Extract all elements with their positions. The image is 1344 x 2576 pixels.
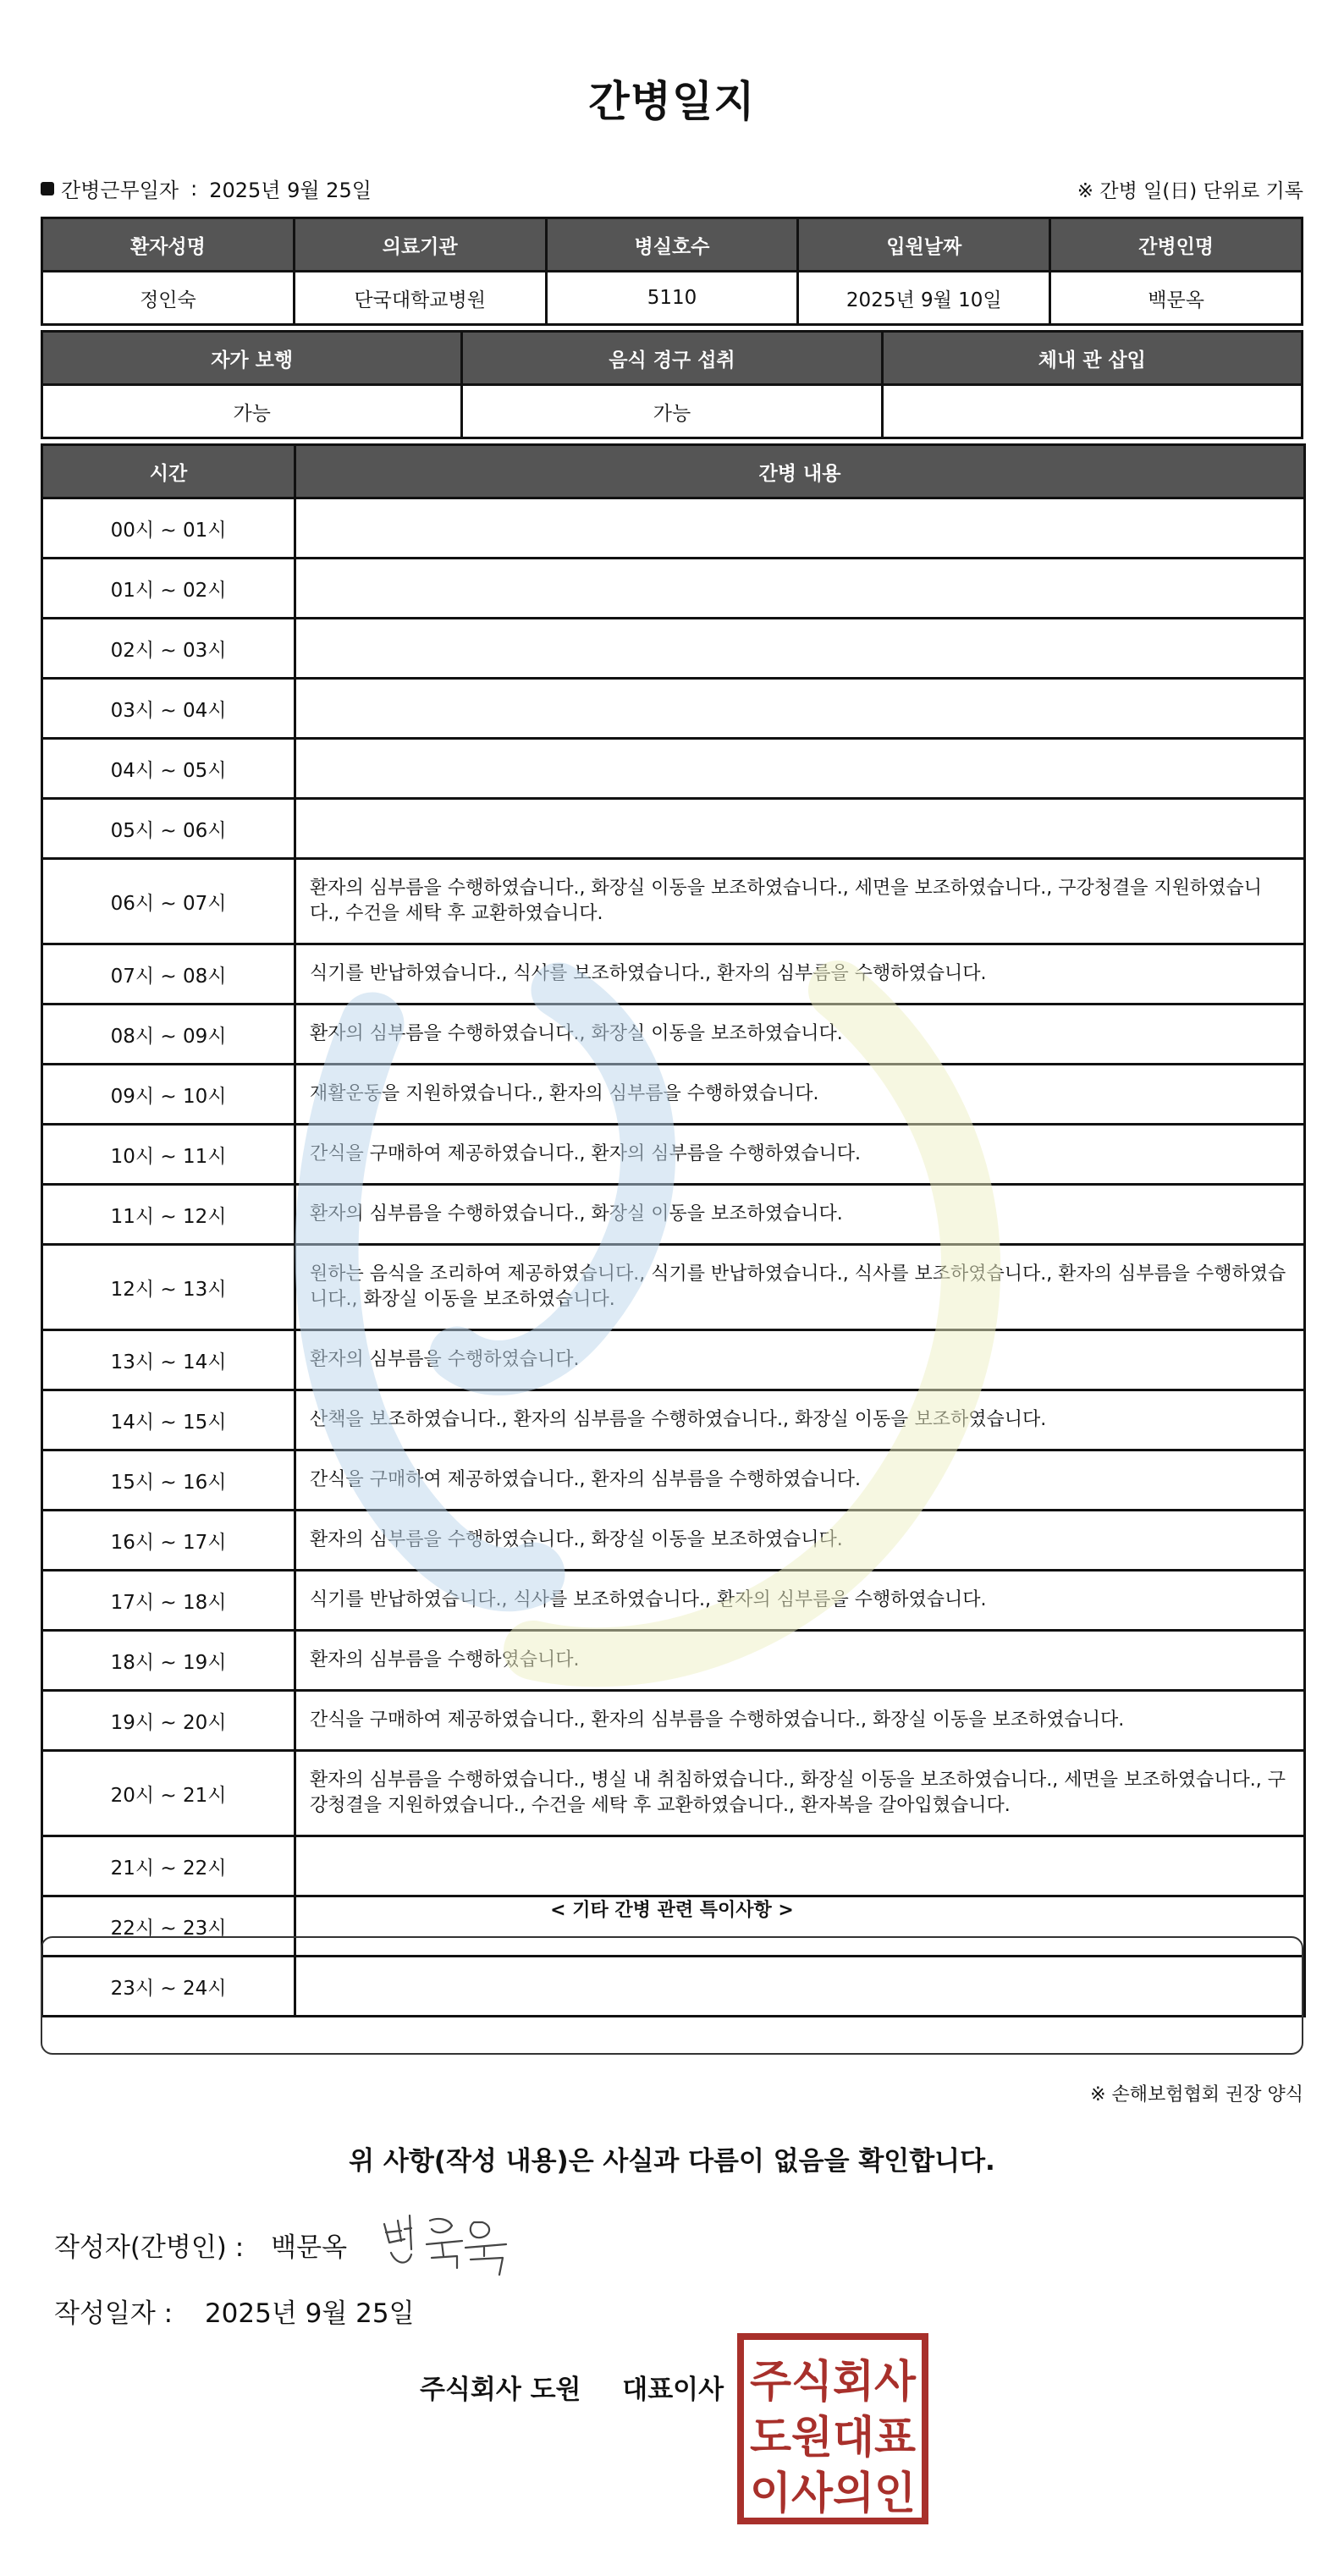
header-hospital: 의료기관: [294, 218, 546, 272]
status-value-row: [42, 385, 1303, 438]
time-slot: 22시 ~ 23시: [42, 1896, 295, 1957]
writer-line: [54, 2226, 347, 2264]
header-care-content: 간병 내용: [295, 445, 1305, 498]
schedule-row: [42, 859, 1305, 944]
company-line: [420, 2368, 724, 2406]
care-content: [295, 1836, 1305, 1896]
schedule-row: [42, 1065, 1305, 1125]
schedule-row: [42, 1005, 1305, 1065]
time-slot: 06시 ~ 07시: [42, 859, 295, 944]
time-slot: 05시 ~ 06시: [42, 799, 295, 859]
caregiver-name-value: 백문옥: [1050, 272, 1303, 325]
schedule-row: [42, 679, 1305, 739]
care-content: 재활운동을 지원하였습니다., 환자의 심부름을 수행하였습니다.: [295, 1065, 1305, 1125]
seal-line: 이사의인: [750, 2469, 916, 2519]
time-slot: 18시 ~ 19시: [42, 1631, 295, 1691]
time-slot: 11시 ~ 12시: [42, 1185, 295, 1245]
admission-date-value: 2025년 9월 10일: [798, 272, 1050, 325]
time-slot: 03시 ~ 04시: [42, 679, 295, 739]
care-content: [295, 559, 1305, 619]
work-date-label: 간병근무일자: [61, 179, 179, 202]
time-slot: 02시 ~ 03시: [42, 619, 295, 679]
care-content: 환자의 심부름을 수행하였습니다., 병실 내 취침하였습니다., 화장실 이동을 보조하였습니다., 세면을 보조하였습니다., 구강청결을 지원하였습니다., 수건을 세탁 후 교환하였습니다., 환자복을 갈아입혔습니다.: [295, 1751, 1305, 1836]
special-notes-box: [41, 1936, 1303, 2055]
care-content: [295, 799, 1305, 859]
schedule-row: [42, 1125, 1305, 1185]
oral-intake-value: 가능: [462, 385, 882, 438]
care-content: 환자의 심부름을 수행하였습니다.: [295, 1330, 1305, 1390]
work-date-line: [41, 173, 372, 203]
signature-stroke: [465, 2222, 506, 2275]
square-bullet-icon: [41, 182, 54, 195]
company-name: 주식회사 도원: [420, 2375, 581, 2405]
handwritten-signature: [379, 2205, 515, 2282]
schedule-row: [42, 1330, 1305, 1390]
tube-insertion-value: [882, 385, 1302, 438]
care-content: 간식을 구매하여 제공하였습니다., 환자의 심부름을 수행하였습니다.: [295, 1125, 1305, 1185]
notes-heading: < 기타 간병 관련 특이사항 >: [550, 1900, 794, 1921]
schedule-row: [42, 739, 1305, 799]
care-content: 식기를 반납하였습니다., 식사를 보조하였습니다., 환자의 심부름을 수행하였습니다.: [295, 944, 1305, 1005]
seal-line: 주식회사: [750, 2357, 917, 2408]
care-content: 환자의 심부름을 수행하였습니다., 화장실 이동을 보조하였습니다.: [295, 1005, 1305, 1065]
header-oral-intake: 음식 경구 섭취: [462, 332, 882, 385]
care-content: 식기를 반납하였습니다., 식사를 보조하였습니다., 환자의 심부름을 수행하였습니다.: [295, 1571, 1305, 1631]
patient-info-table: [41, 217, 1303, 326]
time-slot: 12시 ~ 13시: [42, 1245, 295, 1330]
time-slot: 04시 ~ 05시: [42, 739, 295, 799]
time-slot: 00시 ~ 01시: [42, 498, 295, 559]
header-time: 시간: [42, 445, 295, 498]
care-content: 간식을 구매하여 제공하였습니다., 환자의 심부름을 수행하였습니다.: [295, 1450, 1305, 1511]
schedule-row: [42, 1751, 1305, 1836]
schedule-row: [42, 944, 1305, 1005]
company-seal-stamp: [736, 2332, 929, 2525]
recommendation-note: ※ 손해보험협회 권장 양식: [1090, 2084, 1303, 2105]
schedule-header-row: [42, 445, 1305, 498]
signature-stroke: [384, 2215, 411, 2263]
care-content: [295, 679, 1305, 739]
care-content: 산책을 보조하였습니다., 환자의 심부름을 수행하였습니다., 화장실 이동을 보조하였습니다.: [295, 1390, 1305, 1450]
schedule-row: [42, 1511, 1305, 1571]
schedule-row: [42, 1245, 1305, 1330]
schedule-row: [42, 619, 1305, 679]
schedule-row: [42, 1185, 1305, 1245]
room-number-value: 5110: [546, 272, 798, 325]
self-walking-value: 가능: [42, 385, 462, 438]
care-content: 환자의 심부름을 수행하였습니다., 화장실 이동을 보조하였습니다.: [295, 1511, 1305, 1571]
care-content: 원하는 음식을 조리하여 제공하였습니다., 식기를 반납하였습니다., 식사를 보조하였습니다., 환자의 심부름을 수행하였습니다., 화장실 이동을 보조하였습니다.: [295, 1245, 1305, 1330]
care-schedule-table: [41, 443, 1306, 2017]
patient-name-value: 정인숙: [42, 272, 295, 325]
schedule-row: [42, 1836, 1305, 1896]
time-slot: 15시 ~ 16시: [42, 1450, 295, 1511]
time-slot: 16시 ~ 17시: [42, 1511, 295, 1571]
care-content: [295, 498, 1305, 559]
work-date-colon: :: [190, 176, 198, 201]
patient-status-table: [41, 330, 1303, 439]
schedule-row: [42, 1631, 1305, 1691]
page-title: 간병일지: [588, 77, 756, 126]
header-tube-insertion: 체내 관 삽입: [882, 332, 1302, 385]
header-room-number: 병실호수: [546, 218, 798, 272]
status-header-row: [42, 332, 1303, 385]
schedule-row: [42, 1571, 1305, 1631]
header-patient-name: 환자성명: [42, 218, 295, 272]
time-slot: 10시 ~ 11시: [42, 1125, 295, 1185]
care-content: 환자의 심부름을 수행하였습니다.: [295, 1631, 1305, 1691]
time-slot: 19시 ~ 20시: [42, 1691, 295, 1751]
time-slot: 08시 ~ 09시: [42, 1005, 295, 1065]
written-date-label: 작성일자 :: [54, 2298, 174, 2329]
written-date-line: [54, 2292, 415, 2330]
time-slot: 14시 ~ 15시: [42, 1390, 295, 1450]
header-admission-date: 입원날짜: [798, 218, 1050, 272]
company-representative: 대표이사: [622, 2375, 724, 2405]
writer-label: 작성자(간병인) :: [54, 2232, 245, 2263]
hospital-value: 단국대학교병원: [294, 272, 546, 325]
patient-header-row: [42, 218, 1303, 272]
time-slot: 13시 ~ 14시: [42, 1330, 295, 1390]
schedule-row: [42, 1691, 1305, 1751]
work-date-value: 2025년 9월 25일: [209, 179, 372, 202]
care-content: [295, 739, 1305, 799]
time-slot: 23시 ~ 24시: [42, 1957, 295, 2017]
care-content: 간식을 구매하여 제공하였습니다., 환자의 심부름을 수행하였습니다., 화장실 이동을 보조하였습니다.: [295, 1691, 1305, 1751]
time-slot: 21시 ~ 22시: [42, 1836, 295, 1896]
writer-name: 백문옥: [271, 2232, 348, 2263]
time-slot: 17시 ~ 18시: [42, 1571, 295, 1631]
confirmation-statement: 위 사항(작성 내용)은 사실과 다름이 없음을 확인합니다.: [349, 2146, 995, 2177]
written-date-value: 2025년 9월 25일: [204, 2298, 415, 2329]
unit-note: ※ 간병 일(日) 단위로 기록: [1077, 180, 1303, 202]
time-slot: 20시 ~ 21시: [42, 1751, 295, 1836]
time-slot: 07시 ~ 08시: [42, 944, 295, 1005]
schedule-row: [42, 498, 1305, 559]
care-content: [295, 619, 1305, 679]
seal-line: 도원대표: [750, 2413, 916, 2463]
time-slot: 09시 ~ 10시: [42, 1065, 295, 1125]
schedule-row: [42, 1390, 1305, 1450]
time-slot: 01시 ~ 02시: [42, 559, 295, 619]
header-caregiver-name: 간병인명: [1050, 218, 1303, 272]
header-self-walking: 자가 보행: [42, 332, 462, 385]
schedule-row: [42, 1450, 1305, 1511]
care-content: 환자의 심부름을 수행하였습니다., 화장실 이동을 보조하였습니다., 세면을 보조하였습니다., 구강청결을 지원하였습니다., 수건을 세탁 후 교환하였습니다.: [295, 859, 1305, 944]
care-content: 환자의 심부름을 수행하였습니다., 화장실 이동을 보조하였습니다.: [295, 1185, 1305, 1245]
schedule-row: [42, 799, 1305, 859]
schedule-row: [42, 559, 1305, 619]
patient-value-row: [42, 272, 1303, 325]
signature-stroke: [427, 2219, 462, 2268]
